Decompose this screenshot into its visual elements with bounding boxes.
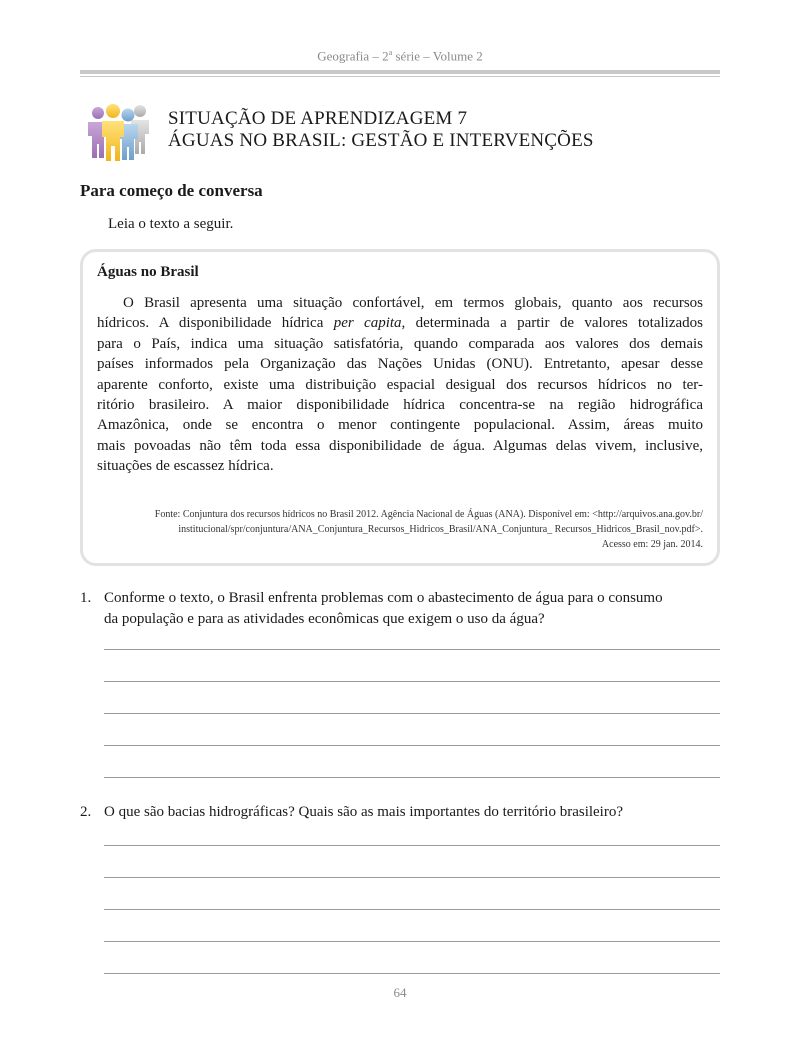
question-number: 1. xyxy=(80,590,92,606)
answer-line[interactable] xyxy=(104,713,720,714)
text-line: hídricos. A disponibilidade hídrica per capita, determinada a partir de valores totalizados xyxy=(97,315,703,332)
question-2 xyxy=(80,802,720,823)
answer-line[interactable] xyxy=(104,649,720,650)
situation-title-line2: ÁGUAS NO BRASIL: GESTÃO E INTERVENÇÕES xyxy=(168,130,594,151)
text-line: ritório brasileiro. A maior disponibilidade hídrica concentra-se na região hidrográfica xyxy=(97,397,703,414)
italic-term: per capita xyxy=(333,315,402,332)
answer-line[interactable] xyxy=(104,909,720,910)
source-line: Acesso em: 29 jan. 2014. xyxy=(601,539,703,550)
text-line: mais povoadas não têm toda essa disponibilidade de água. Algumas delas vivem, inclusive, xyxy=(97,437,703,454)
answer-line[interactable] xyxy=(104,845,720,846)
source-line: institucional/spr/conjuntura/ANA_Conjuntura_Recursos_Hidricos_Brasil/ANA_Conjuntura_ Recursos_Hidricos_Brasil_nov.pdf>. xyxy=(178,524,703,535)
situation-title xyxy=(168,108,594,152)
text-line: para o País, indica uma situação satisfatória, quando comparada aos valores dos demais xyxy=(97,335,703,352)
reading-box-text xyxy=(97,293,703,477)
header-rule xyxy=(80,70,720,74)
answer-line[interactable] xyxy=(104,877,720,878)
text-line: países informados pela Organização das Nações Unidas (ONU). Entretanto, apesar desse xyxy=(97,356,703,373)
answer-line[interactable] xyxy=(104,777,720,778)
text-line: Amazônica, onde se encontra o menor contingente populacional. Assim, áreas muito xyxy=(97,417,703,434)
answer-line[interactable] xyxy=(104,973,720,974)
question-line: da população e para as atividades econômicas que exigem o uso da água? xyxy=(104,611,545,627)
situation-title-line1: SITUAÇÃO DE APRENDIZAGEM 7 xyxy=(168,108,468,129)
question-line: O que são bacias hidrográficas? Quais são as mais importantes do território brasileiro? xyxy=(104,804,624,820)
ordinal-marker: a xyxy=(388,48,393,57)
question-line: Conforme o texto, o Brasil enfrenta problemas com o abastecimento de água para o consumo xyxy=(104,590,663,606)
text-line: O Brasil apresenta uma situação confortável, em termos globais, quanto aos recursos xyxy=(123,295,703,311)
answer-line[interactable] xyxy=(104,941,720,942)
source-line: Fonte: Conjuntura dos recursos hídricos no Brasil 2012. Agência Nacional de Águas (ANA). Disponível em: <http://arquivos.ana.gov.br/ xyxy=(154,509,703,520)
question-1 xyxy=(80,588,720,630)
reading-box-title: Águas no Brasil xyxy=(97,264,199,280)
running-header: Geografia – 2$^a$ série – Volume 2 xyxy=(317,48,483,64)
header-rule-thin xyxy=(80,76,720,77)
section-heading: Para começo de conversa xyxy=(80,181,263,200)
answer-line[interactable] xyxy=(104,681,720,682)
answer-line[interactable] xyxy=(104,745,720,746)
intro-text: Leia o texto a seguir. xyxy=(108,216,234,232)
question-number: 2. xyxy=(80,804,92,820)
page-number: 64 xyxy=(393,985,407,1000)
people-group-icon xyxy=(80,102,160,162)
text-line: aparente conforto, existe uma distribuição espacial desigual dos recursos hídricos no ter- xyxy=(97,376,703,393)
source-citation xyxy=(97,507,703,552)
text-line: situações de escassez hídrica. xyxy=(97,458,274,475)
